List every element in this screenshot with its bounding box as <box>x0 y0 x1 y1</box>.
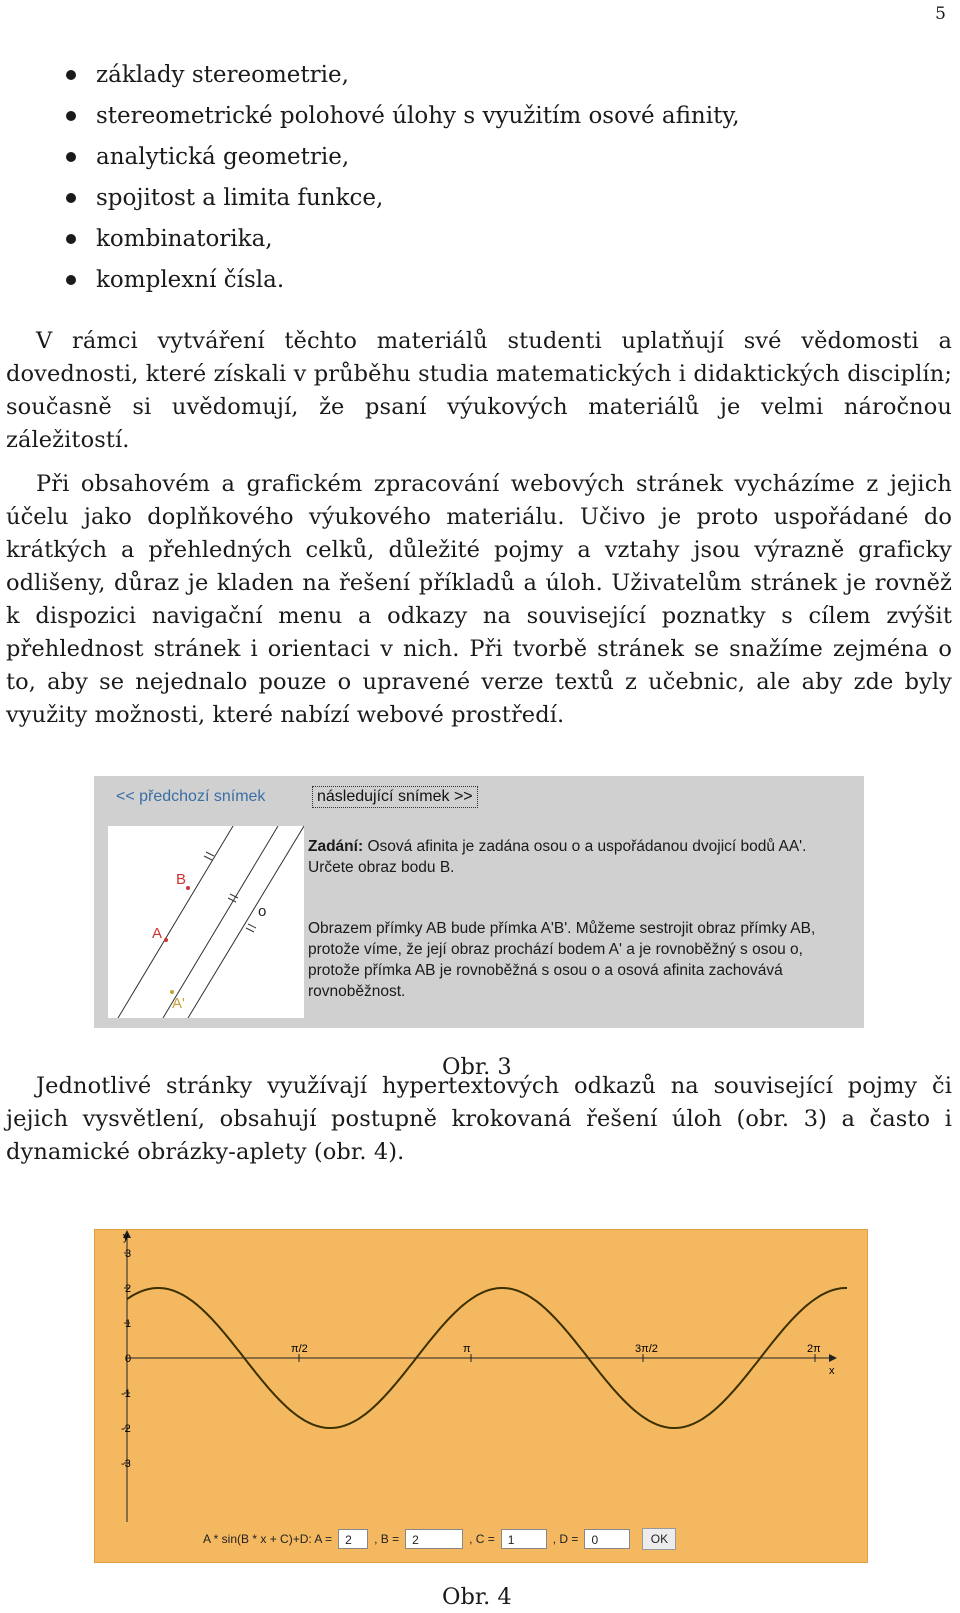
bullet-icon <box>66 275 76 285</box>
list-item: kombinatorika, <box>64 224 740 265</box>
formula-label: A * sin(B * x + C)+D: A = <box>203 1532 333 1546</box>
param-c-label: , C = <box>469 1532 495 1546</box>
list-item: spojitost a limita funkce, <box>64 183 740 224</box>
line-ab <box>118 826 233 1018</box>
paragraph-materials: V rámci vytváření těchto materiálů studenti uplatňují své vědomosti a dovednosti, které získali v průběhu studia matematických i didaktických disciplín; současně si uvědomují, že psaní výukových materiálů je velmi náročnou záležitostí. <box>6 328 952 453</box>
affinity-diagram <box>108 826 304 1018</box>
y-tick-label: 0 <box>125 1353 132 1365</box>
bullet-icon <box>66 111 76 121</box>
param-d-label: , D = <box>552 1532 579 1546</box>
previous-slide-link[interactable]: << předchozí snímek <box>116 788 266 805</box>
figure-4-caption: Obr. 4 <box>442 1584 512 1610</box>
point-a <box>164 938 168 942</box>
ok-button[interactable]: OK <box>642 1528 676 1550</box>
label-a-prime: A' <box>172 995 185 1012</box>
paragraph-design: Při obsahovém a grafickém zpracování webových stránek vycházíme z jejich účelu jako doplňkového výukového materiálu. Učivo je proto uspořádané do krátkých a přehledných celků, důležité pojmy a vztahy jsou výrazně graficky odlišeny, důraz je kladen na řešení příkladů a úloh. Uživatelům stránek je rovněž k dispozici navigační menu a odkazy na související poznatky s cílem zvýšit přehlednost stránek i orientaci v nich. Při tvorbě stránek se snažíme zejména o to, aby se nejednalo pouze o upravené verze textů z učebnic, ale aby zde byly využity možnosti, které nabízí webové prostředí. <box>6 471 952 728</box>
bullet-icon <box>66 234 76 244</box>
figure-3-caption: Obr. 3 <box>442 1054 512 1080</box>
x-tick-label: π <box>463 1343 471 1355</box>
param-b-label: , B = <box>374 1532 400 1546</box>
y-tick-label: -2 <box>121 1423 131 1435</box>
bullet-icon <box>66 70 76 80</box>
assignment: Zadání: Osová afinita je zadána osou o a uspořádanou dvojicí bodů AA'. Určete obraz bodu B. <box>308 838 807 876</box>
y-tick-label: 2 <box>125 1283 132 1295</box>
affinity-drawing <box>108 826 304 1018</box>
x-axis-label: x <box>829 1365 835 1377</box>
label-o: o <box>258 903 267 920</box>
param-b-input[interactable]: 2 <box>405 1529 463 1549</box>
parameter-form <box>203 1528 676 1550</box>
param-d-input[interactable]: 0 <box>584 1529 630 1549</box>
sine-plot <box>95 1230 867 1562</box>
slide-text <box>308 836 848 1002</box>
figure-3-screenshot <box>94 776 864 1028</box>
parallel-marks <box>204 852 256 932</box>
list-item: analytická geometrie, <box>64 142 740 183</box>
next-slide-link[interactable]: následující snímek >> <box>312 786 478 808</box>
x-tick-label: 3π/2 <box>635 1343 658 1355</box>
paragraph-features: Jednotlivé stránky využívají hypertextových odkazů na související pojmy či jejich vysvětlení, obsahují postupně krokovaná řešení úloh (obr. 3) a často i dynamické obrázky-aplety (obr. 4). <box>6 1073 952 1165</box>
y-tick-label: -1 <box>121 1388 131 1400</box>
label-a: A <box>152 925 163 942</box>
y-axis-label: y <box>123 1231 129 1243</box>
list-item: základy stereometrie, <box>64 60 740 101</box>
x-tick-label: π/2 <box>291 1343 308 1355</box>
param-a-input[interactable]: 2 <box>338 1529 368 1549</box>
y-ticks <box>121 1248 131 1470</box>
axis-o <box>188 826 304 1018</box>
topic-list <box>64 60 740 306</box>
y-tick-label: 1 <box>125 1318 132 1330</box>
list-item: komplexní čísla. <box>64 265 740 306</box>
solution-step: Obrazem přímky AB bude přímka A'B'. Můžeme sestrojit obraz přímky AB, protože víme, že její obraz prochází bodem A' a je rovnoběžný s osou o, protože přímka AB je rovnoběžná s osou o a osová afinita zachovává rovnoběžnost. <box>308 920 816 1000</box>
point-b <box>186 886 190 890</box>
bullet-icon <box>66 193 76 203</box>
y-tick-label: 3 <box>125 1248 132 1260</box>
param-c-input[interactable]: 1 <box>501 1529 547 1549</box>
x-ticks <box>291 1343 821 1362</box>
label-b: B <box>176 871 187 888</box>
x-axis-arrow-icon <box>829 1354 837 1362</box>
bullet-icon <box>66 152 76 162</box>
point-a-prime <box>170 990 174 994</box>
line-a-prime <box>163 826 278 1018</box>
y-tick-label: -3 <box>121 1458 131 1470</box>
x-tick-label: 2π <box>807 1343 821 1355</box>
figure-4-applet <box>94 1229 868 1563</box>
slide-navigation <box>116 788 473 806</box>
list-item: stereometrické polohové úlohy s využitím osové afinity, <box>64 101 740 142</box>
page-number: 5 <box>935 4 946 24</box>
